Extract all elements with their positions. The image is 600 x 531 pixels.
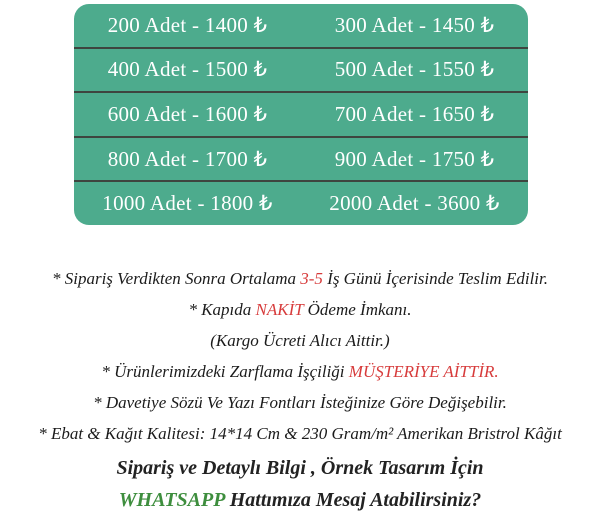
price-row bbox=[74, 47, 528, 92]
note-size-paper-quality bbox=[0, 418, 600, 449]
footer-contact bbox=[0, 452, 600, 516]
note-highlight: NAKİT bbox=[255, 300, 304, 319]
price-cell: 400 Adet - 1500 ₺ bbox=[107, 57, 268, 82]
note-text: İş Günü İçerisinde Teslim Edilir. bbox=[322, 269, 548, 288]
note-highlight: 3-5 bbox=[300, 269, 323, 288]
price-cell: 2000 Adet - 3600 ₺ bbox=[329, 191, 500, 216]
price-row bbox=[74, 180, 528, 225]
note-highlight: MÜŞTERİYE AİTTİR. bbox=[348, 362, 499, 381]
price-row bbox=[74, 91, 528, 136]
price-table bbox=[74, 4, 528, 225]
note-delivery-time bbox=[0, 263, 600, 294]
price-cell: 200 Adet - 1400 ₺ bbox=[107, 12, 268, 37]
notes-section bbox=[0, 263, 600, 449]
note-text: * Ebat & Kağıt Kalitesi: 14*14 Cm & 230 Gram/m² Amerikan Bristrol Kâğıt bbox=[38, 424, 562, 443]
note-text: (Kargo Ücreti Alıcı Aittir.) bbox=[210, 331, 390, 350]
price-cell: 700 Adet - 1650 ₺ bbox=[334, 101, 495, 126]
footer-line-whatsapp bbox=[0, 484, 600, 516]
note-envelope-labor bbox=[0, 356, 600, 387]
price-cell: 900 Adet - 1750 ₺ bbox=[334, 146, 495, 171]
note-text: * Sipariş Verdikten Sonra Ortalama bbox=[52, 269, 301, 288]
footer-line-info: Sipariş ve Detaylı Bilgi , Örnek Tasarım İçin bbox=[116, 457, 484, 479]
price-cell: 300 Adet - 1450 ₺ bbox=[334, 12, 495, 37]
price-row bbox=[74, 136, 528, 181]
price-cell: 800 Adet - 1700 ₺ bbox=[107, 146, 268, 171]
whatsapp-label: WHATSAPP bbox=[118, 489, 225, 511]
note-cash-payment bbox=[0, 294, 600, 325]
note-shipping-fee bbox=[0, 325, 600, 356]
footer-text: Hattımıza Mesaj Atabilirsiniz? bbox=[224, 489, 482, 511]
price-cell: 600 Adet - 1600 ₺ bbox=[107, 101, 268, 126]
price-cell: 500 Adet - 1550 ₺ bbox=[334, 57, 495, 82]
price-row bbox=[74, 4, 528, 47]
note-text: * Kapıda bbox=[188, 300, 256, 319]
price-cell: 1000 Adet - 1800 ₺ bbox=[102, 191, 273, 216]
note-text: * Ürünlerimizdeki Zarflama İşçiliği bbox=[101, 362, 349, 381]
note-text: * Davetiye Sözü Ve Yazı Fontları İsteğinize Göre Değişebilir. bbox=[93, 393, 507, 412]
note-customizable-fonts bbox=[0, 387, 600, 418]
note-text: Ödeme İmkanı. bbox=[303, 300, 412, 319]
